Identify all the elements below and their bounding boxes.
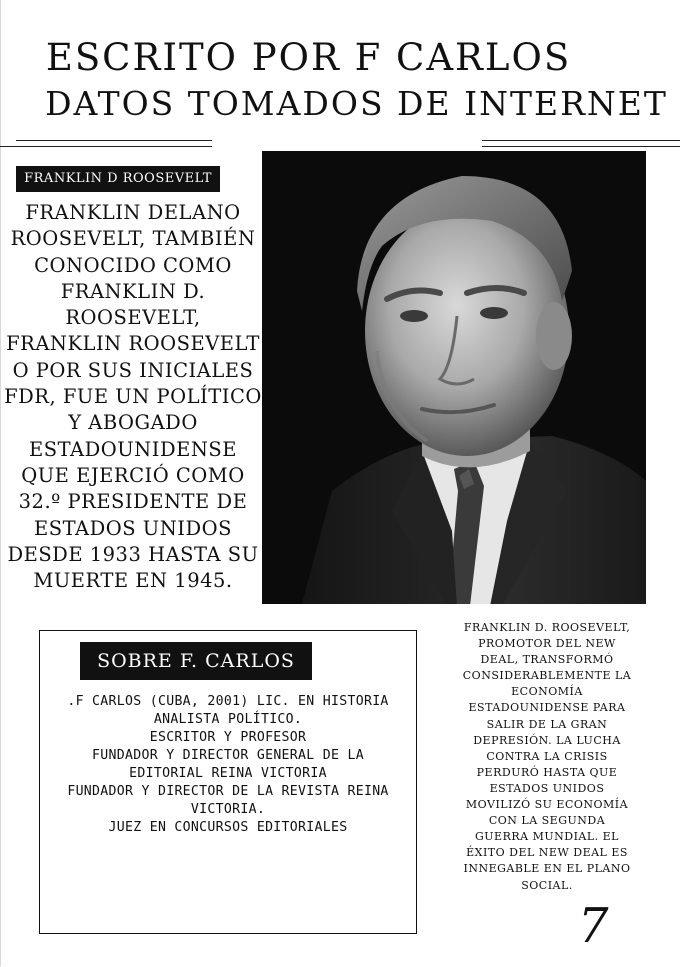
sidebar-line: PROMOTOR DEL NEW — [478, 637, 616, 651]
about-author-label: SOBRE F. CARLOS — [80, 642, 312, 680]
bio-line: O POR SUS INICIALES — [12, 358, 254, 382]
bio-line: DESDE 1933 HASTA SU — [7, 542, 259, 566]
page-title: ESCRITO POR F CARLOS — [45, 36, 572, 79]
bio-line: FDR, FUE UN POLÍTICO — [4, 385, 262, 409]
sidebar-line: SOCIAL. — [521, 878, 573, 892]
sidebar-line: ECONOMÍA — [511, 685, 583, 699]
sidebar-line: FRANKLIN D. ROOSEVELT, — [463, 621, 631, 634]
page-number: 7 — [578, 898, 609, 954]
fdr-section-label: FRANKLIN D ROOSEVELT — [16, 166, 220, 192]
portrait-photo — [262, 151, 646, 604]
about-author-text — [44, 693, 412, 837]
portrait-image — [262, 151, 646, 604]
fdr-biography — [2, 200, 264, 594]
sidebar-line: DEAL, TRANSFORMÓ — [480, 653, 614, 667]
sidebar-line: SALIR DE LA GRAN — [486, 717, 608, 731]
bio-line: ROOSEVELT, — [65, 306, 201, 330]
about-line: VICTORIA. — [190, 802, 266, 817]
sidebar-line: CONTRA LA CRISIS — [486, 749, 608, 763]
about-line: ANALISTA POLÍTICO. — [153, 712, 303, 727]
about-line: FUNDADOR Y DIRECTOR GENERAL DE LA — [92, 748, 364, 763]
divider-rule-left-bottom — [0, 146, 212, 147]
sidebar-line: DEPRESIÓN. LA LUCHA — [473, 733, 621, 747]
sidebar-line: ESTADOUNIDENSE PARA — [468, 701, 626, 715]
bio-line: Y ABOGADO — [68, 411, 198, 435]
bio-line: FRANKLIN DELANO — [25, 201, 241, 224]
sidebar-line: GUERRA MUNDIAL. EL — [475, 830, 619, 844]
page-subtitle: DATOS TOMADOS DE INTERNET — [45, 84, 668, 123]
divider-rule-right-bottom — [482, 146, 680, 147]
sidebar-line: ESTADOS UNIDOS — [489, 781, 605, 795]
bio-line: ROOSEVELT, TAMBIÉN — [10, 227, 256, 251]
about-line: ESCRITOR Y PROFESOR — [149, 730, 307, 745]
new-deal-sidebar — [452, 620, 642, 894]
divider-rule-left-top — [16, 140, 212, 141]
sidebar-line: CON LA SEGUNDA — [488, 814, 606, 828]
about-line: FUNDADOR Y DIRECTOR DE LA REVISTA REINA — [67, 784, 389, 799]
bio-line: FRANKLIN D. — [60, 279, 206, 303]
about-line: JUEZ EN CONCURSOS EDITORIALES — [108, 820, 348, 835]
bio-line: ESTADOUNIDENSE — [29, 437, 237, 461]
bio-line: MUERTE EN 1945. — [33, 569, 233, 593]
bio-line: FRANKLIN ROOSEVELT — [6, 332, 260, 356]
sidebar-line: ÉXITO DEL NEW DEAL ES — [466, 846, 628, 860]
sidebar-line: PERDURÓ HASTA QUE — [476, 765, 618, 779]
about-line: .F CARLOS (CUBA, 2001) LIC. EN HISTORIA — [67, 694, 389, 709]
bio-line: QUE EJERCIÓ COMO — [21, 463, 245, 487]
sidebar-line: CONSIDERABLEMENTE LA — [462, 669, 632, 683]
sidebar-line: MOVILIZÓ SU ECONOMÍA — [465, 798, 629, 812]
sidebar-line: INNEGABLE EN EL PLANO — [463, 862, 631, 876]
bio-line: 32.º PRESIDENTE DE — [18, 490, 248, 514]
bio-line: CONOCIDO COMO — [34, 253, 232, 277]
bio-line: ESTADOS UNIDOS — [34, 516, 232, 540]
divider-rule-right-top — [482, 140, 680, 141]
about-line: EDITORIAL REINA VICTORIA — [129, 766, 327, 781]
